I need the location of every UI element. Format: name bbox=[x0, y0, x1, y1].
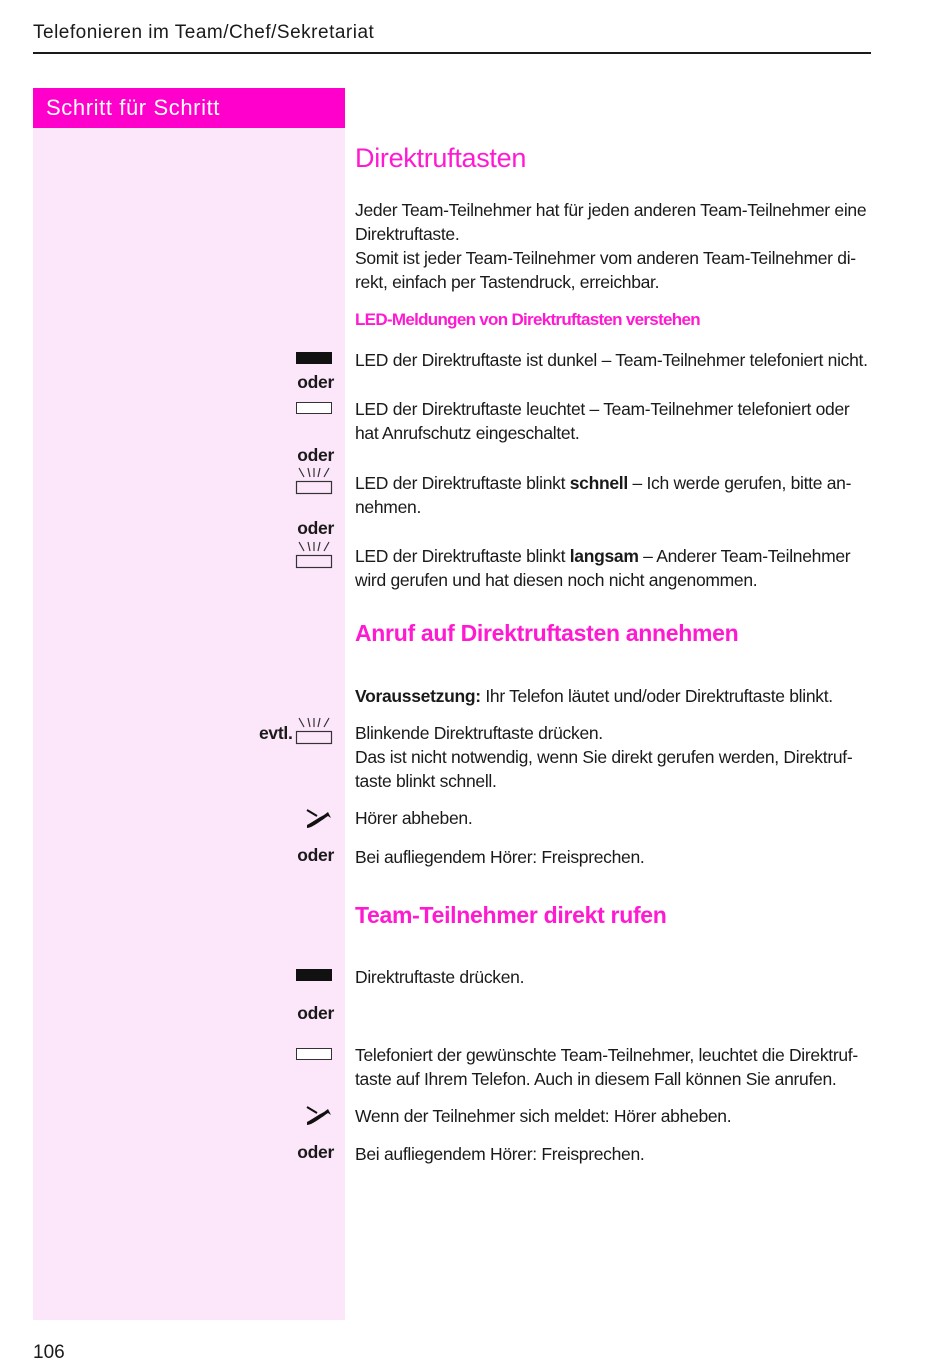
step-busy-info: Telefoniert der gewünschte Team-Teilnehmer, leuchtet die Direktruf-taste auf Ihrem Telefon. Auch in diesem Fall können Sie anrufen. bbox=[355, 1045, 858, 1089]
step-lift-handset: Hörer abheben. bbox=[355, 808, 473, 828]
intro-paragraph bbox=[355, 198, 875, 294]
led-lit-text: LED der Direktruftaste leuchtet – Team-Teilnehmer telefoniert oder hat Anrufschutz eingeschaltet. bbox=[355, 399, 850, 443]
led-fast-bold: schnell bbox=[569, 473, 628, 493]
header-divider bbox=[33, 52, 871, 54]
led-slow-text bbox=[355, 544, 875, 592]
precondition-text bbox=[355, 684, 875, 708]
led-lit-icon bbox=[296, 1048, 332, 1060]
subtitle-led-meldungen: LED-Meldungen von Direktruftasten verstehen bbox=[355, 310, 700, 329]
intro-line-2: Somit ist jeder Team-Teilnehmer vom anderen Team-Teilnehmer di-rekt, einfach per Tastendruck, erreichbar. bbox=[355, 248, 856, 292]
step-handsfree-2: Bei aufliegendem Hörer: Freisprechen. bbox=[355, 1144, 645, 1164]
oder-label: oder bbox=[297, 845, 334, 865]
oder-label: oder bbox=[297, 518, 334, 538]
led-blink-slow-icon bbox=[295, 540, 333, 570]
led-dark-icon bbox=[296, 352, 332, 364]
section-title-anruf-annehmen: Anruf auf Direktruftasten annehmen bbox=[355, 620, 739, 646]
oder-label: oder bbox=[297, 1142, 334, 1162]
handset-lift-icon bbox=[304, 1105, 334, 1129]
precondition-body: Ihr Telefon läutet und/oder Direktruftaste blinkt. bbox=[480, 686, 833, 706]
oder-label: oder bbox=[297, 372, 334, 392]
led-fast-text bbox=[355, 471, 875, 519]
led-blink-icon bbox=[295, 716, 333, 746]
precondition-label: Voraussetzung: bbox=[355, 686, 481, 706]
step-press-line-2: Das ist nicht notwendig, wenn Sie direkt gerufen werden, Direktruf-taste blinkt schnell. bbox=[355, 747, 853, 791]
led-slow-bold: langsam bbox=[569, 546, 639, 566]
step-handsfree: Bei aufliegendem Hörer: Freisprechen. bbox=[355, 847, 645, 867]
section-title-direkt-rufen: Team-Teilnehmer direkt rufen bbox=[355, 902, 667, 928]
oder-label: oder bbox=[297, 445, 334, 465]
led-lit-icon bbox=[296, 402, 332, 414]
step-press-direct-key: Direktruftaste drücken. bbox=[355, 967, 525, 987]
led-fast-prefix: LED der Direktruftaste blinkt bbox=[355, 473, 570, 493]
led-blink-fast-icon bbox=[295, 466, 333, 496]
led-dark-text: LED der Direktruftaste ist dunkel – Team-Teilnehmer telefoniert nicht. bbox=[355, 350, 868, 370]
led-fast-suffix: – Ich werde gerufen, bitte an-nehmen. bbox=[355, 473, 852, 517]
evtl-label: evtl. bbox=[259, 723, 293, 743]
sidebar-column bbox=[33, 88, 345, 1320]
page-number: 106 bbox=[33, 1342, 65, 1363]
intro-line-1: Jeder Team-Teilnehmer hat für jeden anderen Team-Teilnehmer eine Direktruftaste. bbox=[355, 200, 867, 244]
handset-lift-icon bbox=[304, 808, 334, 832]
step-press-line-1: Blinkende Direktruftaste drücken. bbox=[355, 723, 603, 743]
page-header-title: Telefonieren im Team/Chef/Sekretariat bbox=[33, 22, 375, 43]
oder-label: oder bbox=[297, 1003, 334, 1023]
led-dark-icon bbox=[296, 969, 332, 981]
sidebar-title: Schritt für Schritt bbox=[33, 88, 345, 128]
step-answer-lift: Wenn der Teilnehmer sich meldet: Hörer abheben. bbox=[355, 1106, 732, 1126]
section-title-direktruftasten: Direktruftasten bbox=[355, 143, 527, 173]
led-slow-prefix: LED der Direktruftaste blinkt bbox=[355, 546, 570, 566]
led-slow-suffix: – Anderer Team-Teilnehmer wird gerufen und hat diesen noch nicht angenommen. bbox=[355, 546, 851, 590]
step-press-blinking-key bbox=[355, 721, 875, 793]
